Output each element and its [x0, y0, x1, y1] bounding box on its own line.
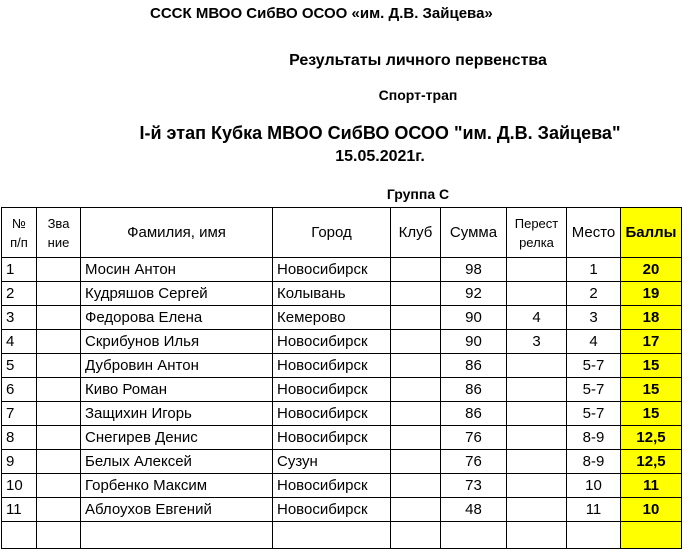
cell-points: 20 [621, 258, 682, 282]
cell-club [391, 426, 441, 450]
cell-city: Новосибирск [273, 426, 391, 450]
cell-sum: 76 [441, 426, 507, 450]
col-header-place: Место [567, 208, 621, 258]
cell-city: Новосибирск [273, 354, 391, 378]
cell-points: 18 [621, 306, 682, 330]
cell-city: Новосибирск [273, 330, 391, 354]
table-row [2, 402, 682, 426]
cell-club [391, 306, 441, 330]
cell-points: 11 [621, 474, 682, 498]
cell-sum: 76 [441, 450, 507, 474]
cell-shootoff [507, 474, 567, 498]
col-header-points: Баллы [621, 208, 682, 258]
cell-name: Аблоухов Евгений [81, 498, 273, 522]
cell-city: Новосибирск [273, 378, 391, 402]
col-header-name: Фамилия, имя [81, 208, 273, 258]
empty-cell [567, 522, 621, 549]
cell-name: Мосин Антон [81, 258, 273, 282]
cell-name: Дубровин Антон [81, 354, 273, 378]
cell-name: Киво Роман [81, 378, 273, 402]
cell-name: Федорова Елена [81, 306, 273, 330]
cell-points: 15 [621, 354, 682, 378]
cell-num: 7 [2, 402, 37, 426]
cell-place: 11 [567, 498, 621, 522]
cell-num: 5 [2, 354, 37, 378]
table-row [2, 378, 682, 402]
cell-points: 15 [621, 402, 682, 426]
cell-name: Горбенко Максим [81, 474, 273, 498]
cell-city: Колывань [273, 282, 391, 306]
table-row [2, 330, 682, 354]
cell-points: 12,5 [621, 426, 682, 450]
cell-num: 10 [2, 474, 37, 498]
cell-place: 1 [567, 258, 621, 282]
cell-sum: 86 [441, 354, 507, 378]
cell-points: 10 [621, 498, 682, 522]
cell-place: 5-7 [567, 354, 621, 378]
cell-num: 4 [2, 330, 37, 354]
col-header-rank: Зва ние [37, 208, 81, 258]
cell-sum: 90 [441, 330, 507, 354]
group-label: Группа С [386, 186, 450, 202]
cell-place: 5-7 [567, 402, 621, 426]
col-header-sum: Сумма [441, 208, 507, 258]
empty-cell [621, 522, 682, 549]
empty-cell [81, 522, 273, 549]
cell-shootoff [507, 258, 567, 282]
empty-cell [2, 522, 37, 549]
table-row [2, 354, 682, 378]
cell-sum: 90 [441, 306, 507, 330]
table-row [2, 426, 682, 450]
table-row [2, 306, 682, 330]
cell-points: 17 [621, 330, 682, 354]
cell-place: 2 [567, 282, 621, 306]
cell-num: 3 [2, 306, 37, 330]
cell-rank [37, 306, 81, 330]
cell-sum: 48 [441, 498, 507, 522]
cell-name: Скрибунов Илья [81, 330, 273, 354]
cell-city: Кемерово [273, 306, 391, 330]
cell-place: 8-9 [567, 450, 621, 474]
col-header-num: № п/п [2, 208, 37, 258]
cell-club [391, 378, 441, 402]
table-row [2, 450, 682, 474]
empty-cell [273, 522, 391, 549]
cell-shootoff: 4 [507, 306, 567, 330]
cell-place: 10 [567, 474, 621, 498]
table-row [2, 282, 682, 306]
cell-shootoff [507, 354, 567, 378]
cell-num: 11 [2, 498, 37, 522]
cell-club [391, 498, 441, 522]
cell-city: Новосибирск [273, 402, 391, 426]
empty-cell [391, 522, 441, 549]
empty-cell [441, 522, 507, 549]
table-row [2, 498, 682, 522]
col-header-club: Клуб [391, 208, 441, 258]
cell-rank [37, 354, 81, 378]
cell-name: Снегирев Денис [81, 426, 273, 450]
cell-city: Новосибирск [273, 258, 391, 282]
cell-shootoff [507, 450, 567, 474]
cell-place: 3 [567, 306, 621, 330]
cell-num: 2 [2, 282, 37, 306]
col-header-city: Город [273, 208, 391, 258]
cell-name: Белых Алексей [81, 450, 273, 474]
cell-shootoff [507, 426, 567, 450]
cell-sum: 86 [441, 402, 507, 426]
cell-num: 8 [2, 426, 37, 450]
cell-rank [37, 450, 81, 474]
cell-club [391, 282, 441, 306]
empty-cell [37, 522, 81, 549]
cell-rank [37, 330, 81, 354]
cell-name: Кудряшов Сергей [81, 282, 273, 306]
cell-rank [37, 498, 81, 522]
cell-city: Сузун [273, 450, 391, 474]
stage-title: I-й этап Кубка МВОО СибВО ОСОО "им. Д.В. Зайцева" [139, 123, 621, 143]
empty-row [2, 522, 682, 549]
cell-rank [37, 282, 81, 306]
cell-shootoff [507, 282, 567, 306]
cell-rank [37, 378, 81, 402]
cell-shootoff [507, 498, 567, 522]
cell-city: Новосибирск [273, 498, 391, 522]
cell-sum: 73 [441, 474, 507, 498]
cell-name: Защихин Игорь [81, 402, 273, 426]
cell-shootoff [507, 402, 567, 426]
cell-rank [37, 474, 81, 498]
cell-club [391, 450, 441, 474]
cell-sum: 86 [441, 378, 507, 402]
cell-rank [37, 258, 81, 282]
cell-place: 4 [567, 330, 621, 354]
cell-club [391, 474, 441, 498]
cell-city: Новосибирск [273, 474, 391, 498]
cell-club [391, 258, 441, 282]
cell-club [391, 402, 441, 426]
document-title: Результаты личного первенства [289, 52, 547, 69]
cell-rank [37, 426, 81, 450]
cell-points: 15 [621, 378, 682, 402]
cell-sum: 92 [441, 282, 507, 306]
cell-shootoff [507, 378, 567, 402]
cell-club [391, 330, 441, 354]
table-header-row [2, 208, 682, 258]
cell-num: 6 [2, 378, 37, 402]
empty-cell [507, 522, 567, 549]
table-row [2, 474, 682, 498]
cell-points: 19 [621, 282, 682, 306]
cell-place: 5-7 [567, 378, 621, 402]
cell-club [391, 354, 441, 378]
cell-shootoff: 3 [507, 330, 567, 354]
discipline-label: Спорт-трап [378, 87, 458, 103]
cell-num: 1 [2, 258, 37, 282]
col-header-shootoff: Перест релка [507, 208, 567, 258]
cell-points: 12,5 [621, 450, 682, 474]
event-date: 15.05.2021г. [335, 148, 425, 165]
cell-num: 9 [2, 450, 37, 474]
results-table [1, 207, 682, 549]
cell-sum: 98 [441, 258, 507, 282]
cell-rank [37, 402, 81, 426]
cell-place: 8-9 [567, 426, 621, 450]
organization-title: СССК МВОО СибВО ОСОО «им. Д.В. Зайцева» [150, 5, 493, 22]
table-row [2, 258, 682, 282]
